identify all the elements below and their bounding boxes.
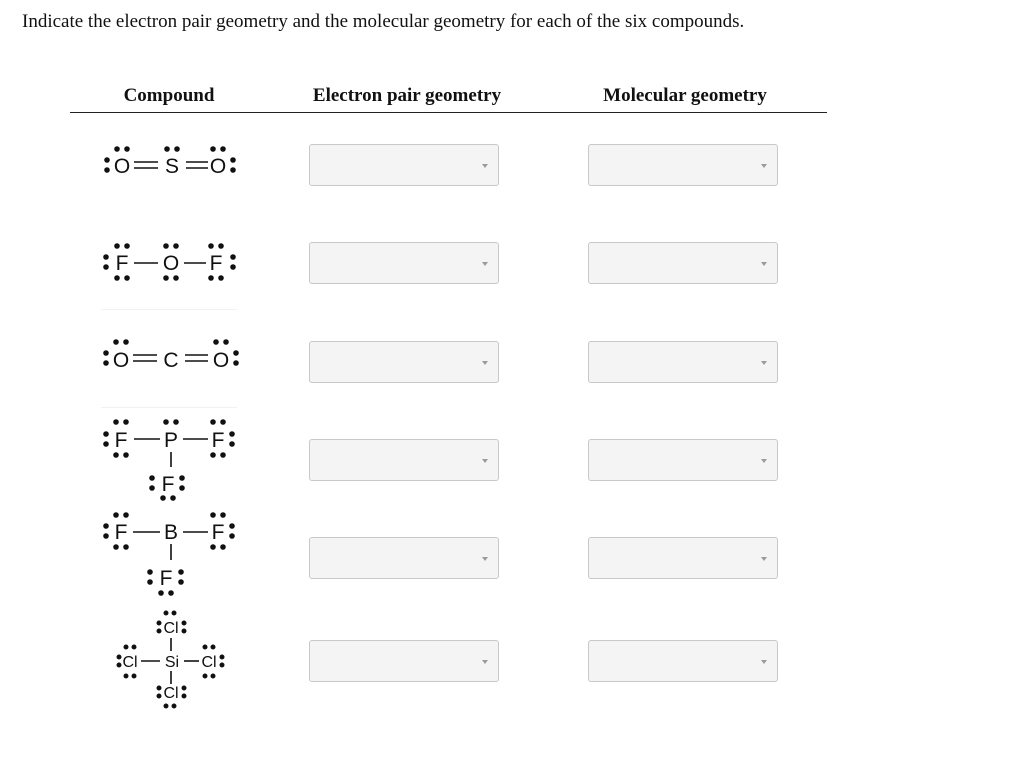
lewis-structure-sicl4: [117, 611, 223, 707]
electron-pair-geometry-select-pf3[interactable]: [309, 439, 499, 481]
chevron-down-icon: [761, 361, 767, 365]
atom-b-center: B: [163, 521, 179, 544]
header-molecular-geometry: Molecular geometry: [603, 85, 767, 106]
atom-cl-right: Cl: [201, 654, 217, 671]
atom-f-right: F: [211, 521, 225, 544]
atom-o-left: O: [112, 349, 130, 372]
molecular-geometry-select-pf3[interactable]: [588, 439, 778, 481]
molecular-geometry-select-of2[interactable]: [588, 242, 778, 284]
chevron-down-icon: [482, 164, 488, 168]
atom-si-center: Si: [164, 654, 180, 671]
electron-pair-geometry-select-bf3[interactable]: [309, 537, 499, 579]
lewis-structure-pf3: [104, 420, 234, 500]
lewis-structure-so2: [105, 147, 235, 178]
atom-c-center: C: [163, 349, 179, 372]
atom-p-center: P: [163, 429, 179, 452]
atom-o-right: O: [209, 155, 227, 178]
chevron-down-icon: [761, 164, 767, 168]
electron-pair-geometry-select-so2[interactable]: [309, 144, 499, 186]
chevron-down-icon: [482, 660, 488, 664]
atom-o-center: O: [162, 252, 180, 275]
molecular-geometry-select-co2[interactable]: [588, 341, 778, 383]
chevron-down-icon: [761, 660, 767, 664]
atom-s-center: S: [164, 155, 180, 178]
molecular-geometry-select-bf3[interactable]: [588, 537, 778, 579]
atom-f-right: F: [211, 429, 225, 452]
chevron-down-icon: [482, 459, 488, 463]
chevron-down-icon: [482, 262, 488, 266]
chevron-down-icon: [761, 557, 767, 561]
lewis-structure-of2: [104, 244, 235, 280]
atom-f-left: F: [114, 521, 128, 544]
atom-o-right: O: [212, 349, 230, 372]
atom-f-left: F: [114, 429, 128, 452]
atom-cl-bottom: Cl: [163, 685, 179, 702]
question-instruction: Indicate the electron pair geometry and the molecular geometry for each of the six compounds.: [22, 11, 745, 32]
atom-cl-left: Cl: [122, 654, 138, 671]
atom-o-left: O: [113, 155, 131, 178]
chevron-down-icon: [761, 459, 767, 463]
header-compound: Compound: [123, 85, 215, 106]
atom-f-left: F: [115, 252, 129, 275]
lewis-structure-bf3: [104, 513, 234, 595]
electron-pair-geometry-select-co2[interactable]: [309, 341, 499, 383]
molecular-geometry-select-sicl4[interactable]: [588, 640, 778, 682]
atom-f-right: F: [209, 252, 223, 275]
atom-f-bottom: F: [159, 567, 173, 590]
electron-pair-geometry-select-of2[interactable]: [309, 242, 499, 284]
chevron-down-icon: [482, 557, 488, 561]
header-electron-pair-geometry: Electron pair geometry: [312, 85, 502, 106]
chevron-down-icon: [482, 361, 488, 365]
atom-cl-top: Cl: [163, 620, 179, 637]
molecular-geometry-select-so2[interactable]: [588, 144, 778, 186]
atom-f-bottom: F: [161, 473, 175, 496]
lewis-structure-co2: [104, 340, 238, 372]
electron-pair-geometry-select-sicl4[interactable]: [309, 640, 499, 682]
chevron-down-icon: [761, 262, 767, 266]
